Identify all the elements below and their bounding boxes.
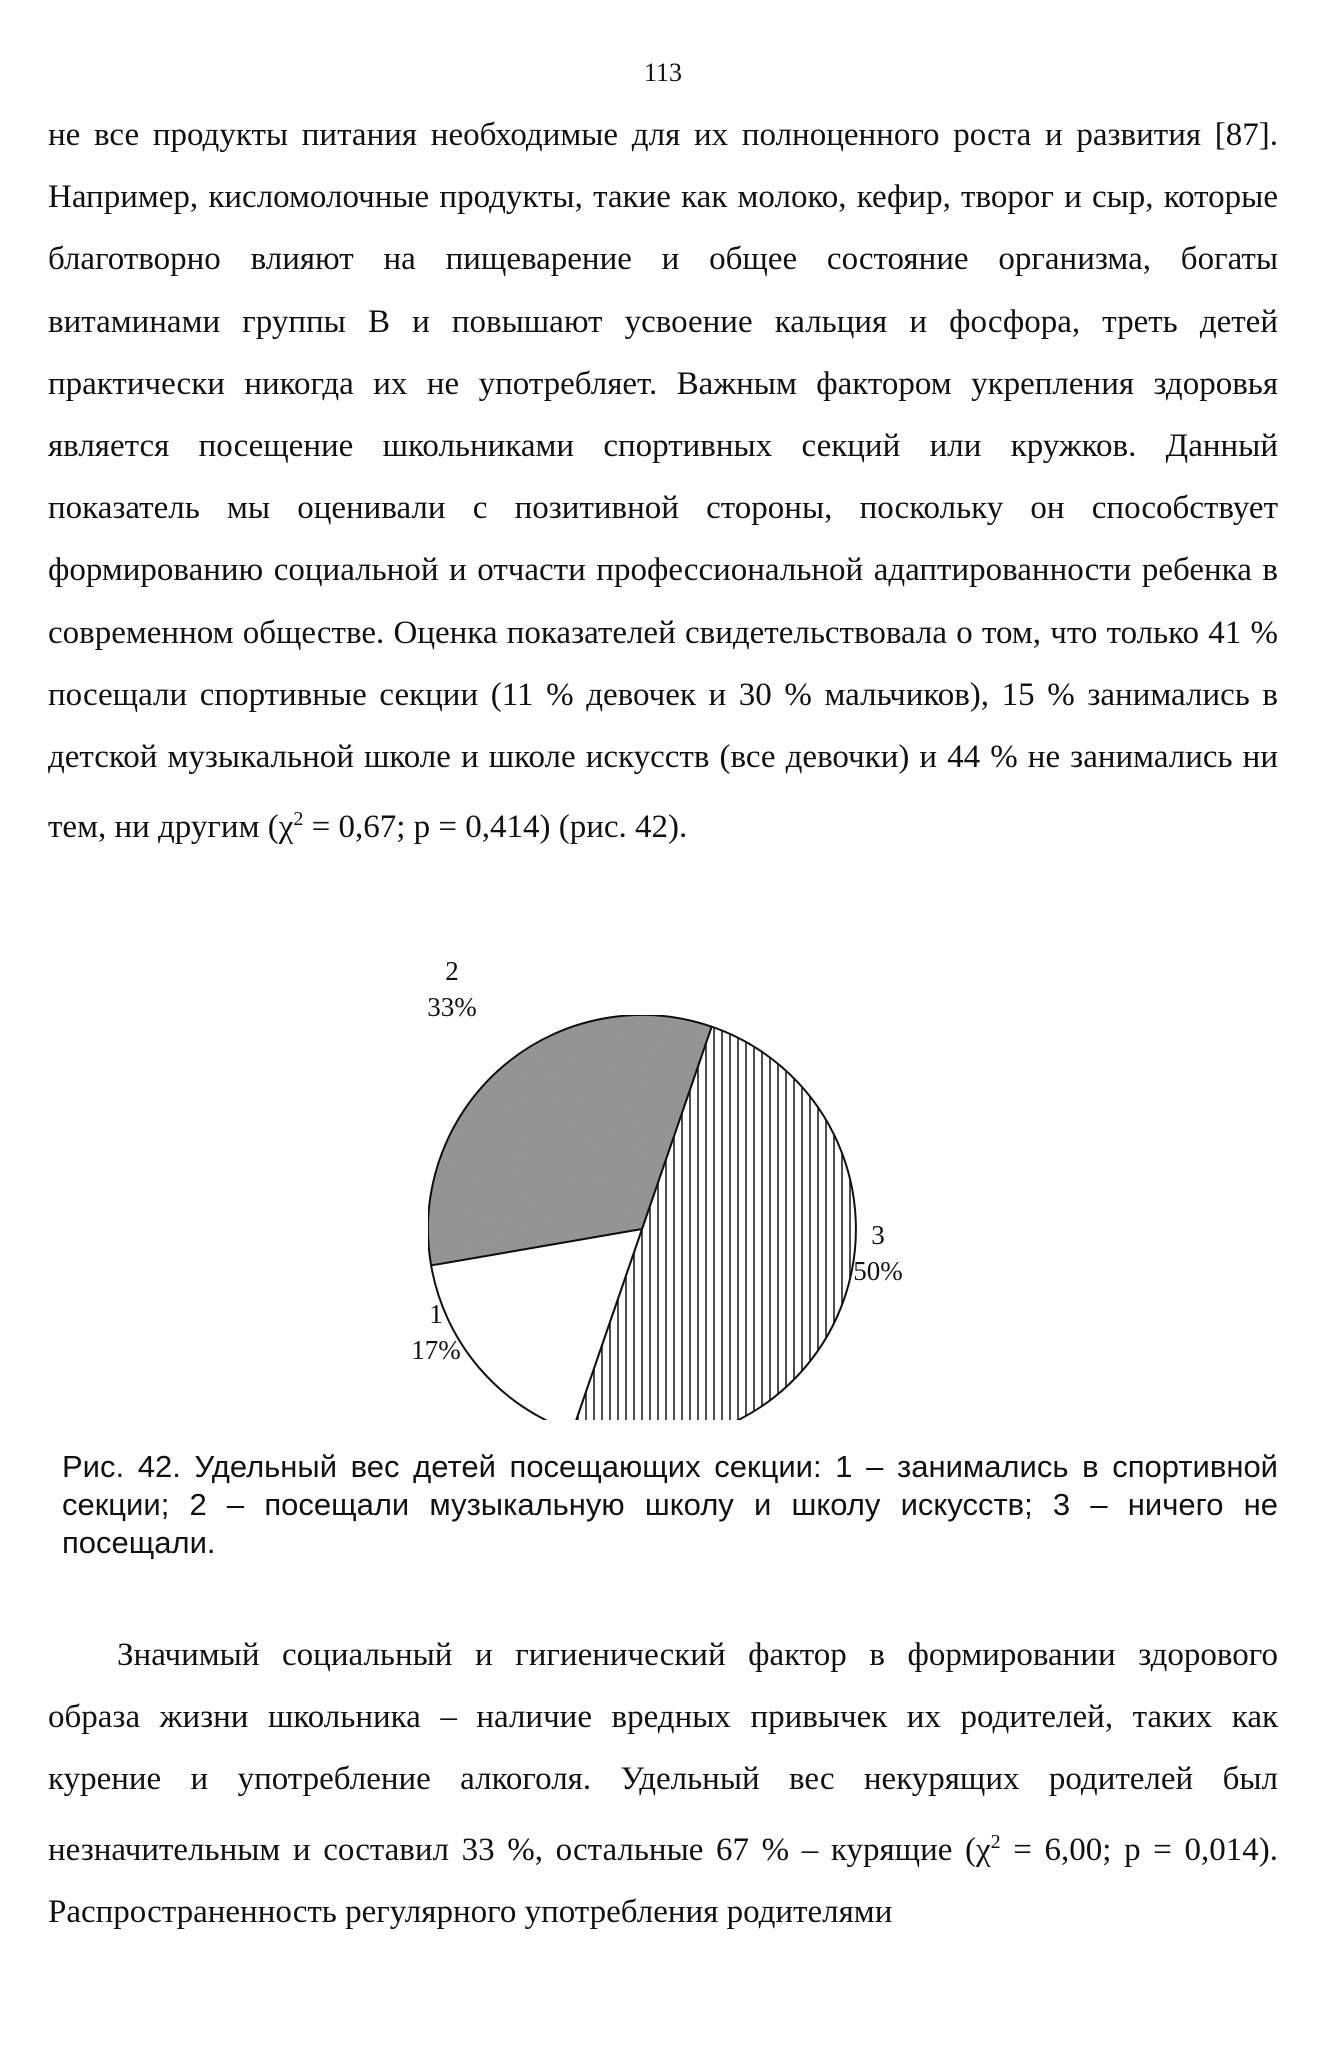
body-paragraph-bottom	[48, 1624, 1278, 1943]
chi-square-superscript: 2	[990, 1830, 1001, 1853]
pie-slice-label-1: 1	[429, 1299, 443, 1329]
pie-slice-value-1: 17%	[411, 1335, 461, 1365]
page-number: 113	[643, 58, 683, 87]
paragraph-text: Значимый социальный и гигиенический фактор в формировании здорового образа жизни школьника – наличие вредных привычек их родителей, таких как курение и употребление алкоголя. Удельный вес некурящих родителей был незначительным и составил 33 %, остальные 67 % – курящие (χ	[48, 1637, 1278, 1868]
chi-square-superscript: 2	[293, 808, 304, 831]
paragraph-text-end: = 6,00; р = 0,014). Распространенность регулярного употребления родителями	[48, 1831, 1278, 1930]
pie-slice-label-2: 2	[445, 956, 459, 986]
paragraph-text: не все продукты питания необходимые для их полноценного роста и развития [87]. Например, кисломолочные продукты, такие как молоко, кефир, творог и сыр, которые благотворно влияют на пищеварение и общее состояние организма, богаты витаминами группы В и повышают усвоение кальция и фосфора, треть детей практически никогда их не употребляет. Важным фактором укрепления здоровья является посещение школьниками спортивных секций или кружков. Данный показатель мы оценивали с позитивной стороны, поскольку он способствует формированию социальной и отчасти профессиональной адаптированности ребенка в современном обществе. Оценка показателей свидетельствовала о том, что только 41 % посещали спортивные секции (11 % девочек и 30 % мальчиков), 15 % занимались в детской музыкальной школе и школе искусств (все девочки) и 44 % не занимались ни тем, ни другим (χ	[48, 117, 1278, 846]
pie-slice-label-3: 3	[871, 1220, 885, 1250]
pie-slice-value-2: 33%	[427, 992, 477, 1022]
pie-chart	[411, 956, 903, 1420]
paragraph-text-end: = 0,67; р = 0,414) (рис. 42).	[303, 809, 688, 846]
figure-caption: Рис. 42. Удельный вес детей посещающих секции: 1 – занимались в спортивной секции; 2 – посещали музыкальную школу и школу искусств; 3 – ничего не посещали.	[62, 1449, 1278, 1560]
pie-slice-value-3: 50%	[853, 1256, 903, 1286]
